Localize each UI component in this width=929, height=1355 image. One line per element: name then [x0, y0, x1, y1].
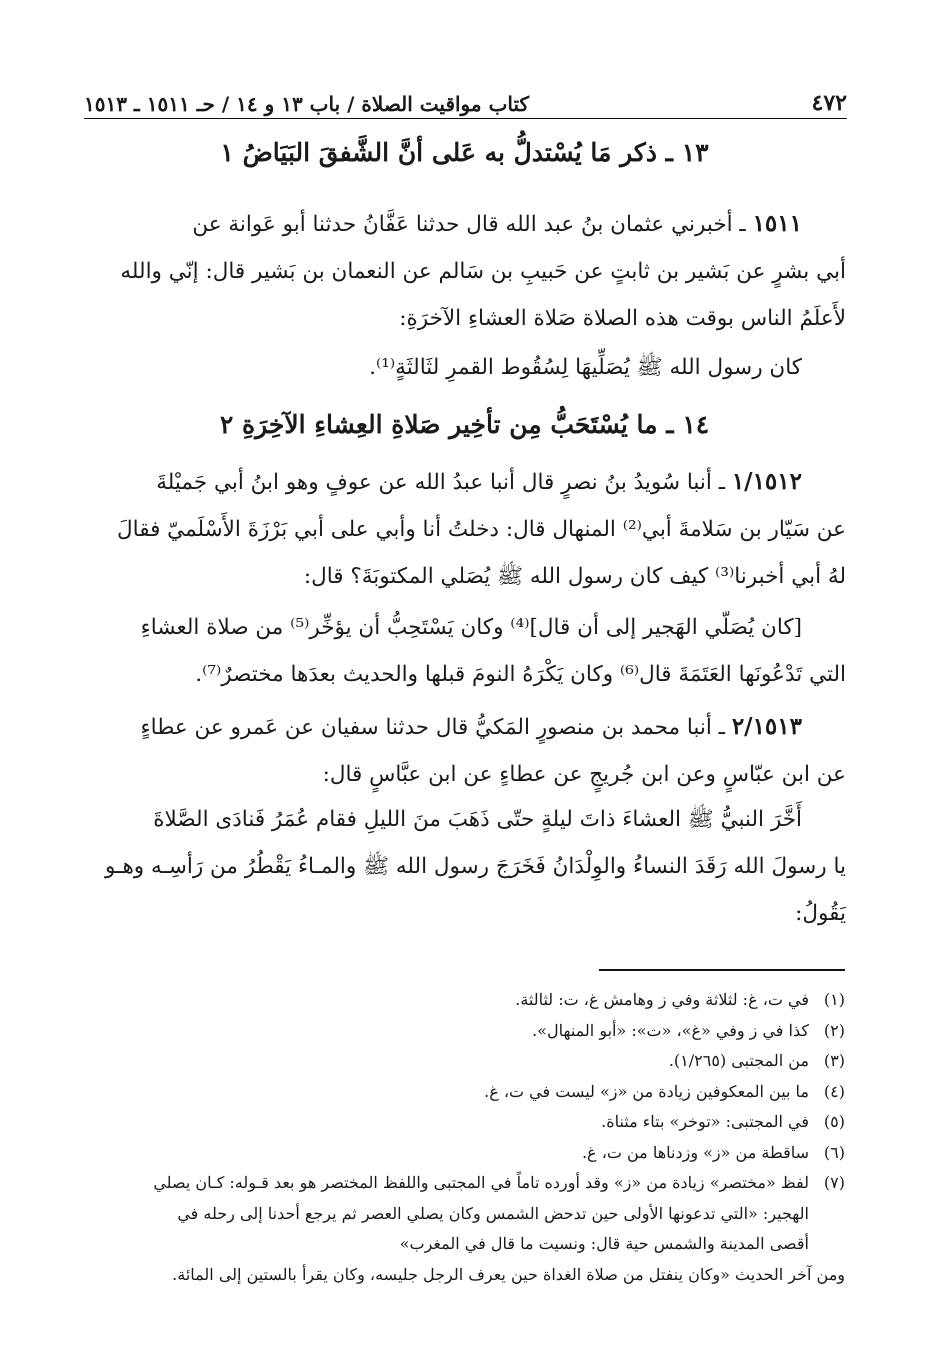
hadith-1512-line-1: ١/١٥١٢ ـ أنبا سُويدُ بنُ نصرٍ قال أنبا عبدُ الله عن عوفٍ وهو ابنُ أبي جَميْلةَ — [156, 468, 802, 495]
hadith-1513-text-line-2: يا رسولَ الله رَقَدَ النساءُ والوِلْدَانُ فَخَرَجَ رسول الله ﷺ والمـاءُ يَقْطُرُ من رَأسِـه وهـو — [105, 854, 846, 879]
hadith-1513-line-2: عن ابن عبّاسٍ وعن ابن جُريجٍ عن عطاءٍ عن ابن عبَّاسٍ قال: — [322, 762, 846, 787]
footnote: (٧) لفظ «مختصر» زيادة من «ز» وقد أورده تاماً في المجتبى واللفظ المختصر هو بعد قـوله: كـان يصلي — [153, 1173, 845, 1192]
running-header — [84, 84, 847, 119]
hadith-1511-text: كان رسول الله ﷺ يُصَلِّيهَا لِسُقُوط القمرِ لثَالثَةٍ⁽¹⁾. — [369, 355, 802, 380]
footnote: (٦) ساقطة من «ز» وزدناها من ت، غ. — [581, 1142, 845, 1162]
hadith-1511-line-1: ١٥١١ ـ أخبرني عثمان بنُ عبد الله قال حدثنا عَفَّانُ حدثنا أبو عَوانة عن — [192, 210, 802, 237]
hadith-1511 — [86, 200, 846, 342]
hadith-1512-number: ١/١٥١٢ — [731, 468, 802, 495]
hadith-1511-number: ١٥١١ — [752, 210, 802, 237]
hadith-1512-line-3: لهُ أبي أخبرنا⁽³⁾ كيف كان رسول الله ﷺ يُصَلي المكتوبَةَ؟ قال: — [303, 564, 846, 589]
hadith-1512-text — [86, 604, 846, 698]
footnote: (٤) ما بين المعكوفين زيادة من «ز» ليست في ت، غ. — [484, 1081, 845, 1101]
footnote: (٥) في المجتبى: «توخر» بتاء مثناة. — [601, 1112, 845, 1131]
footnote-7-continuation: الهجير: «التي تدعونها الأولى حين تدحض الشمس وكان يصلي العصر ثم يرجع أحدنا إلى رحله في — [177, 1203, 809, 1223]
hadith-1513-number: ٢/١٥١٣ — [731, 713, 802, 740]
page-number: ٤٧٢ — [811, 90, 847, 116]
footnote-tail: ومن آخر الحديث «وكان ينفتل من صلاة الغداة حين يعرف الرجل جليسه، وكان يقرأ بالستين إلى المائة. — [172, 1264, 845, 1284]
footnote: (٣) من المجتبى (١/٢٦٥). — [668, 1051, 845, 1070]
footnote-7-continuation: أقصى المدينة والشمس حية قال: ونسيت ما قال في المغرب» — [399, 1234, 809, 1253]
footnote-separator — [599, 969, 845, 971]
hadith-1513-text — [86, 796, 846, 937]
hadith-1513-text-line-3: يَقُولُ: — [795, 901, 846, 926]
hadith-1512-text-line-2: التي تَدْعُونَها العَتَمَةَ قال⁽⁶⁾ وكان يَكْرَهُ النومَ قبلها والحديث بعدَها مختصرٌ⁽⁷⁾. — [195, 662, 846, 687]
hadith-1512 — [86, 458, 846, 600]
hadith-1512-text-line-1: [كان يُصَلّي الهَجير إلى أن قال]⁽⁴⁾ وكان يَسْتَحِبُّ أن يؤخِّر⁽⁵⁾ من صلاة العشاءِ — [140, 615, 802, 640]
hadith-1511-line-2: أبي بشرٍ عن بَشير بن ثابتٍ عن حَبيبِ بن سَالم عن النعمان بن بَشير قال: إنّي والله — [120, 259, 846, 284]
chapter-14-heading: ١٤ ـ ما يُسْتَحَبُّ مِن تأخِير صَلاةِ العِشاءِ الآخِرَةِ ٢ — [219, 410, 710, 439]
hadith-1513 — [86, 703, 846, 798]
hadith-1513-line-1: ٢/١٥١٣ ـ أنبا محمد بن منصورٍ المَكيُّ قال حدثنا سفيان عن عَمرو عن عطاءٍ — [140, 713, 802, 740]
hadith-1511-line-3: لأَعلَمُ الناس بوقت هذه الصلاة صَلاة العشاءِ الآخرَةِ: — [399, 306, 846, 331]
chapter-13-heading: ١٣ ـ ذكر مَا يُسْتدلُّ به عَلى أنَّ الشَّفقَ البَيَاضُ ١ — [220, 138, 709, 167]
hadith-1512-line-2: عن سَيّار بن سَلامةَ أبي⁽²⁾ المنهال قال: دخلتُ أنا وأبي على أبي بَرْزَةَ الأَسْلَميّ فقالَ — [117, 517, 846, 542]
footnotes — [86, 985, 845, 1290]
hadith-1513-text-line-1: أَخَّرَ النبيُّ ﷺ العشاءَ ذاتَ ليلةٍ حتّى ذَهَبَ منَ الليلِ فقام عُمَرُ فَنادَى الصَّلاةَ — [153, 807, 802, 832]
footnote: (٢) كذا في ز وفي «غ»، «ت»: «أبو المنهال». — [532, 1020, 845, 1040]
running-title: كتاب مواقيت الصلاة / باب ١٣ و ١٤ / حـ ١٥١١ ـ ١٥١٣ — [84, 92, 530, 116]
footnote: (١) في ت، غ: لثلاثة وفي ز وهامش غ، ت: لثالثة. — [515, 990, 845, 1009]
